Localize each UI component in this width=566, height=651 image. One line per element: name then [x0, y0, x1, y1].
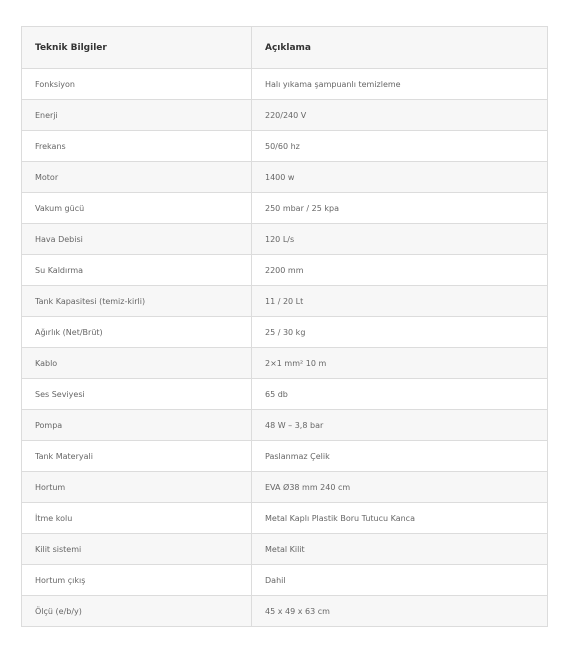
spec-name-cell: Hava Debisi: [22, 224, 252, 255]
spec-name-cell: Motor: [22, 162, 252, 193]
table-row: [22, 503, 548, 534]
table-row: [22, 224, 548, 255]
spec-name-cell: Pompa: [22, 410, 252, 441]
spec-value-cell: 2200 mm: [252, 255, 548, 286]
header-spec: Teknik Bilgiler: [22, 27, 252, 69]
spec-value-cell: 220/240 V: [252, 100, 548, 131]
spec-value-cell: 1400 w: [252, 162, 548, 193]
spec-value-cell: 120 L/s: [252, 224, 548, 255]
spec-value-cell: 25 / 30 kg: [252, 317, 548, 348]
spec-name-cell: Kilit sistemi: [22, 534, 252, 565]
table-row: [22, 131, 548, 162]
spec-name-cell: Hortum çıkış: [22, 565, 252, 596]
spec-name-cell: Tank Kapasitesi (temiz-kirli): [22, 286, 252, 317]
table-row: [22, 317, 548, 348]
spec-value-cell: 45 x 49 x 63 cm: [252, 596, 548, 627]
header-description: Açıklama: [252, 27, 548, 69]
table-row: [22, 162, 548, 193]
table-row: [22, 193, 548, 224]
spec-value-cell: 50/60 hz: [252, 131, 548, 162]
spec-value-cell: Halı yıkama şampuanlı temizleme: [252, 69, 548, 100]
spec-name-cell: Frekans: [22, 131, 252, 162]
spec-name-cell: Su Kaldırma: [22, 255, 252, 286]
table-row: [22, 348, 548, 379]
table-row: [22, 534, 548, 565]
table-row: [22, 596, 548, 627]
table-row: [22, 69, 548, 100]
spec-value-cell: EVA Ø38 mm 240 cm: [252, 472, 548, 503]
table-row: [22, 565, 548, 596]
table-row: [22, 286, 548, 317]
spec-name-cell: Kablo: [22, 348, 252, 379]
spec-value-cell: Paslanmaz Çelik: [252, 441, 548, 472]
spec-value-cell: 2×1 mm² 10 m: [252, 348, 548, 379]
table-row: [22, 255, 548, 286]
spec-table: [21, 26, 548, 627]
spec-name-cell: Ses Seviyesi: [22, 379, 252, 410]
spec-name-cell: Ölçü (e/b/y): [22, 596, 252, 627]
spec-value-cell: 250 mbar / 25 kpa: [252, 193, 548, 224]
table-row: [22, 379, 548, 410]
spec-table-container: [21, 26, 547, 627]
table-row: [22, 472, 548, 503]
spec-value-cell: 11 / 20 Lt: [252, 286, 548, 317]
spec-value-cell: 48 W – 3,8 bar: [252, 410, 548, 441]
spec-table-body: [22, 69, 548, 627]
spec-value-cell: Dahil: [252, 565, 548, 596]
spec-name-cell: Tank Materyali: [22, 441, 252, 472]
spec-name-cell: Ağırlık (Net/Brüt): [22, 317, 252, 348]
spec-name-cell: Fonksiyon: [22, 69, 252, 100]
table-row: [22, 100, 548, 131]
spec-name-cell: Hortum: [22, 472, 252, 503]
table-header-row: [22, 27, 548, 69]
table-row: [22, 441, 548, 472]
spec-value-cell: Metal Kaplı Plastik Boru Tutucu Kanca: [252, 503, 548, 534]
spec-value-cell: Metal Kilit: [252, 534, 548, 565]
spec-name-cell: İtme kolu: [22, 503, 252, 534]
spec-value-cell: 65 db: [252, 379, 548, 410]
table-row: [22, 410, 548, 441]
spec-name-cell: Vakum gücü: [22, 193, 252, 224]
spec-name-cell: Enerji: [22, 100, 252, 131]
